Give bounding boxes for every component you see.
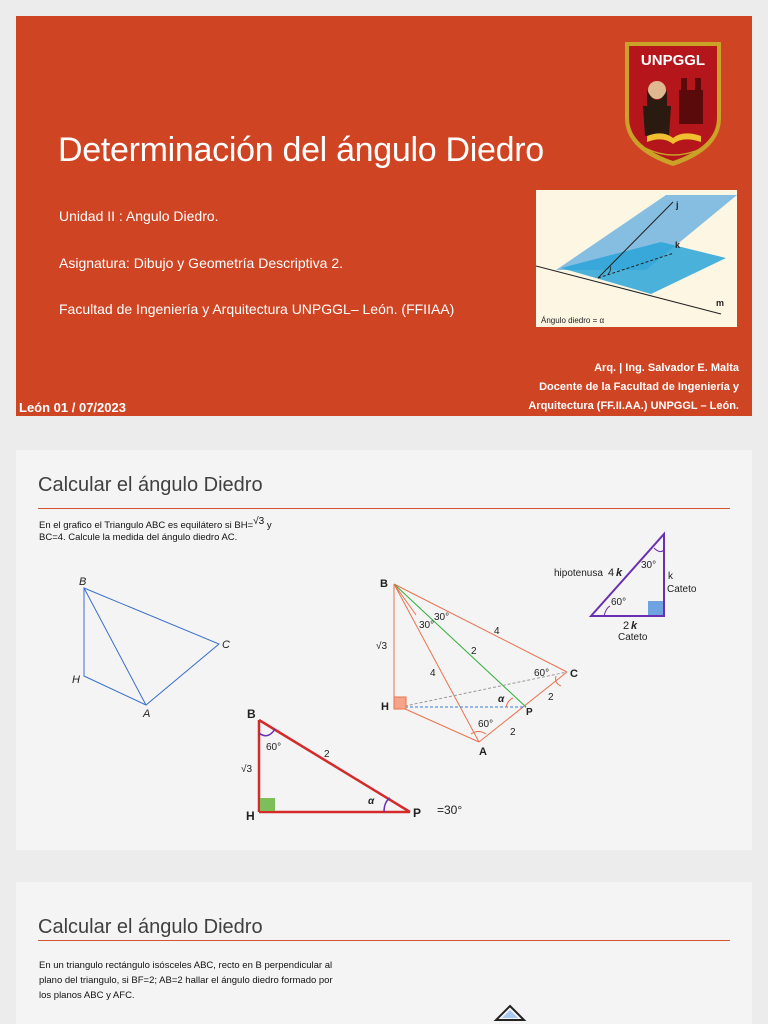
label-j: j	[676, 200, 679, 210]
fig2-label-p: P	[526, 707, 533, 718]
fig3-cateto-vertical: Cateto	[667, 584, 697, 595]
figure-triangle-bhp	[259, 720, 410, 812]
fig2-angle-30a: 30°	[434, 612, 450, 623]
fig4-result: =30°	[437, 803, 463, 817]
fig2-len-2c: 2	[510, 727, 516, 738]
fig2-label-b: B	[380, 578, 388, 590]
author-institution: Arquitectura (FF.II.AA.) UNPGGL – León.	[528, 400, 739, 412]
slide-heading: Calcular el ángulo Diedro	[38, 916, 263, 938]
fig3-cateto-horizontal: Cateto	[618, 632, 648, 643]
author-name: Arq. | Ing. Salvador E. Malta	[594, 362, 739, 374]
title-slide	[16, 16, 752, 416]
faculty-line: Facultad de Ingeniería y Arquitectura UNPGGL– León. (FFIIAA)	[59, 301, 455, 317]
right-angle-marker	[394, 697, 406, 709]
fig2-len-2a: 2	[471, 646, 477, 657]
university-logo	[623, 40, 723, 168]
subject-line: Asignatura: Dibujo y Geometría Descriptiva 2.	[59, 255, 344, 271]
problem-slide-2	[16, 882, 752, 1024]
fig4-label-b: B	[247, 707, 256, 721]
problem-text-y: y	[266, 520, 272, 532]
fig3-two-k: k	[631, 620, 638, 632]
heading-rule	[38, 940, 730, 941]
slide-title: Determinación del ángulo Diedro	[58, 131, 544, 169]
fig4-alpha: α	[368, 796, 375, 807]
date-text: León 01 / 07/2023	[19, 400, 126, 415]
label-m: m	[716, 298, 725, 308]
problem-text-b: BC=4. Calcule la medida del ángulo diedro AC.	[39, 532, 238, 544]
fig1-label-a: A	[143, 708, 151, 720]
fig2-angle-60a: 60°	[534, 668, 550, 679]
fig4-label-p: P	[413, 806, 422, 820]
problem-line-3: los planos ABC y AFC.	[39, 990, 135, 1001]
fig2-angle-30b: 30°	[419, 620, 435, 631]
fig2-label-a: A	[479, 746, 487, 758]
problem-line-2: plano del triangulo, si BF=2; AB=2 hallar el ángulo diedro formado por	[39, 975, 333, 986]
fig2-len-4a: 4	[494, 626, 500, 637]
fig4-len-2: 2	[324, 749, 330, 760]
fig1-label-h: H	[72, 674, 80, 686]
dihedral-figure	[536, 190, 737, 327]
author-block	[528, 359, 739, 416]
fig4-label-h: H	[246, 809, 255, 823]
fig3-two: 2	[623, 620, 630, 632]
fig3-hipotenusa: hipotenusa	[554, 568, 603, 579]
logo-text: UNPGGL	[640, 52, 706, 69]
fig4-sqrt3: √3	[241, 764, 253, 775]
fig2-label-c: C	[570, 668, 578, 680]
problem-slide-1	[16, 450, 752, 850]
unit-line: Unidad II : Angulo Diedro.	[59, 208, 219, 224]
fig3-k-italic: k	[616, 567, 623, 579]
figure-triangle-abc	[84, 588, 219, 705]
fig2-angle-60b: 60°	[478, 719, 494, 730]
fig3-angle-60: 60°	[611, 597, 627, 608]
fig1-label-c: C	[222, 639, 230, 651]
problem-line-1: En un triangulo rectángulo isósceles ABC, recto en B perpendicular al	[39, 960, 333, 971]
fig4-angle-60: 60°	[266, 742, 282, 753]
slide-heading: Calcular el ángulo Diedro	[38, 474, 263, 496]
slide2-figures	[16, 450, 752, 850]
figure-caption: Ángulo diedro = α	[541, 316, 605, 325]
problem-text-a: En el grafico el Triangulo ABC es equilátero si BH=	[39, 520, 254, 532]
fig2-alpha: α	[498, 694, 505, 705]
fig3-k: k	[668, 571, 673, 582]
fig3-four: 4	[608, 567, 615, 579]
problem-statement	[39, 958, 333, 1003]
fig1-label-b: B	[79, 576, 87, 588]
fig2-len-4b: 4	[430, 668, 436, 679]
sqrt-three: √3	[253, 516, 265, 527]
fig3-angle-30: 30°	[641, 560, 657, 571]
fig2-sqrt3: √3	[376, 641, 388, 652]
label-k: k	[675, 240, 681, 250]
fig2-len-2b: 2	[548, 692, 554, 703]
partial-figure	[476, 1000, 546, 1024]
author-role: Docente de la Facultad de Ingeniería y	[539, 381, 739, 393]
fig2-label-h: H	[381, 701, 389, 713]
